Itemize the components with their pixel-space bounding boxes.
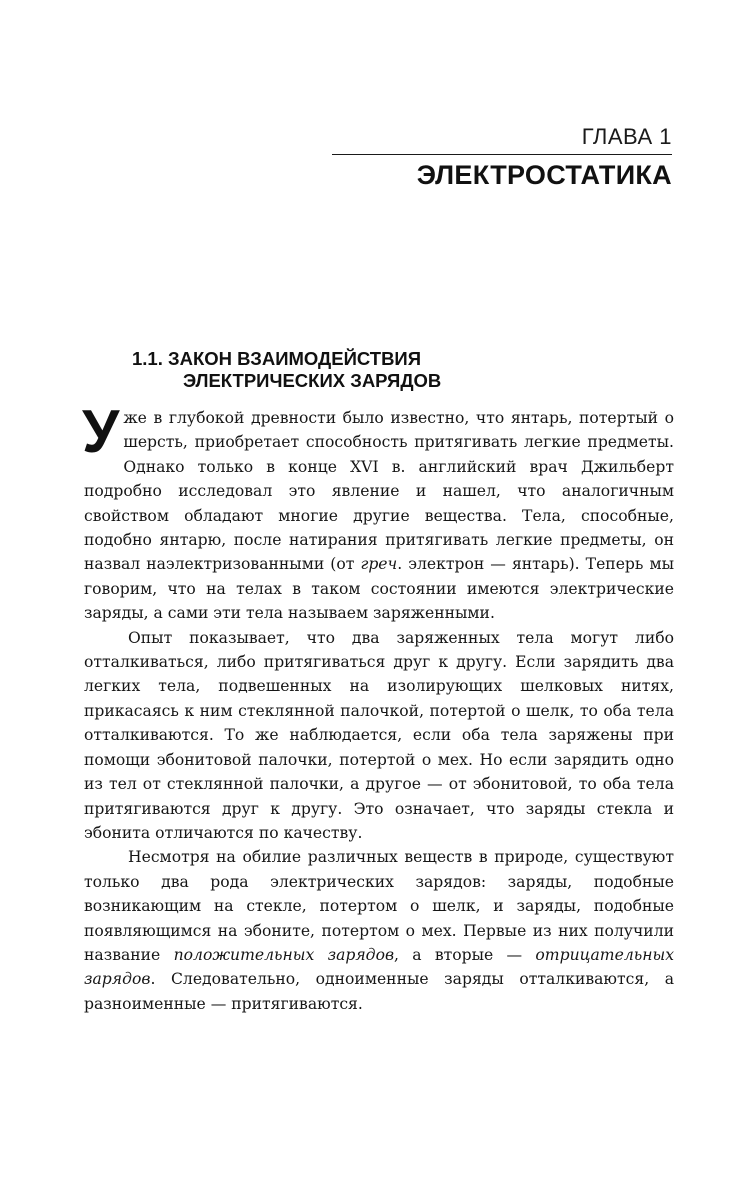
paragraph-3-text-b: , а вторые — [394,945,536,964]
chapter-label: ГЛАВА 1 [581,124,672,149]
paragraph-1-text-b: . электрон — янтарь). Теперь мы говорим, что на телах в таком состоянии имеются электрические заряды, а сами эти тела называем заряженными. [84,555,674,623]
paragraph-2: Опыт показывает, что два заряженных тела могут либо отталкиваться, либо притягиваться друг к другу. Если зарядить два легких тела, подвешенных на изолирующих шелковых нитях, прикасаясь к ним стеклянной палочкой, потертой о шелк, то оба тела отталкиваются. То же наблюдается, если оба тела заряжены при помощи эбонитовой палочки, потертой о мех. Но если зарядить одно из тел от стеклянной палочки, а другое — от эбонитовой, то оба тела притягиваются друг к другу. Это означает, что заряды стекла и эбонита отличаются по качеству. [84,628,674,842]
paragraph-3-text-c: . Следовательно, одноименные заряды отталкиваются, а разноименные — притягиваются. [84,970,674,1013]
section-heading-line1: 1.1. ЗАКОН ВЗАИМОДЕЙСТВИЯ [132,348,422,369]
paragraph-1-text-a: же в глубокой древности было известно, что янтарь, потертый о шерсть, приобретает способность притягивать легкие предметы. Однако только в конце XVI в. английский врач Джильберт подробно исследовал это явление и нашел, что аналогичным свойством обладают многие другие вещества. Тела, способные, подобно янтарю, после натирания притягивать легкие предметы, он назвал наэлектризованными (от [84,409,674,574]
section-heading-line2: ЭЛЕКТРИЧЕСКИХ ЗАРЯДОВ [183,370,442,391]
chapter-rule [332,154,672,155]
paragraph-3-italic-negative: отрицательных зарядов [84,945,674,989]
paragraph-1-italic: греч [360,555,398,574]
chapter-title: ЭЛЕКТРОСТАТИКА [416,160,672,190]
drop-cap: У [82,398,120,465]
paragraph-1 [82,398,674,626]
section-heading [132,348,441,392]
paragraph-3 [84,845,674,1016]
paragraph-3-text-a: Несмотря на обилие различных веществ в природе, существуют только два рода электрических зарядов: заряды, подобные возникающим на стекле, потертом о шелк, и заряды, подобные появляющимся на эбоните, потертом о мех. Первые из них получили название [84,848,674,964]
body-text [82,398,674,1016]
paragraph-3-italic-positive: положительных зарядов [173,945,395,964]
